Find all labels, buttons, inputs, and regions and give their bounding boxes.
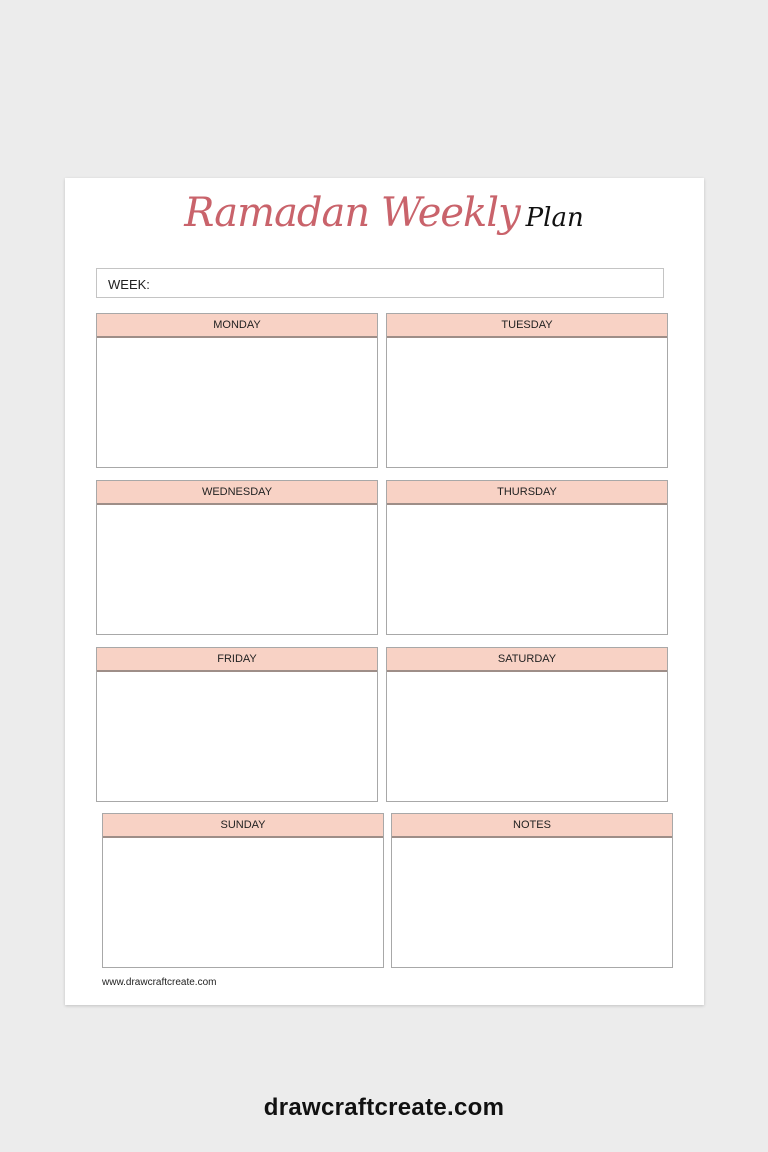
monday-box[interactable] bbox=[96, 313, 378, 468]
tuesday-box[interactable] bbox=[386, 313, 668, 468]
wednesday-box[interactable] bbox=[96, 480, 378, 635]
page-title bbox=[0, 190, 768, 236]
brand-text: drawcraftcreate.com bbox=[263, 1094, 505, 1121]
week-label: WEEK: bbox=[108, 277, 150, 292]
thursday-header: THURSDAY bbox=[387, 481, 667, 505]
notes-box[interactable] bbox=[391, 813, 673, 968]
saturday-header: SATURDAY bbox=[387, 648, 667, 672]
monday-header: MONDAY bbox=[97, 314, 377, 338]
notes-header: NOTES bbox=[392, 814, 672, 838]
sunday-header: SUNDAY bbox=[103, 814, 383, 838]
sunday-box[interactable] bbox=[102, 813, 384, 968]
footer-url: www.drawcraftcreate.com bbox=[102, 977, 217, 988]
title-plan: Plan bbox=[525, 203, 584, 233]
friday-header: FRIDAY bbox=[97, 648, 377, 672]
saturday-box[interactable] bbox=[386, 647, 668, 802]
wednesday-header: WEDNESDAY bbox=[97, 481, 377, 505]
friday-box[interactable] bbox=[96, 647, 378, 802]
tuesday-header: TUESDAY bbox=[387, 314, 667, 338]
title-main: Ramadan Weekly bbox=[184, 190, 520, 236]
week-field[interactable] bbox=[96, 268, 664, 298]
thursday-box[interactable] bbox=[386, 480, 668, 635]
